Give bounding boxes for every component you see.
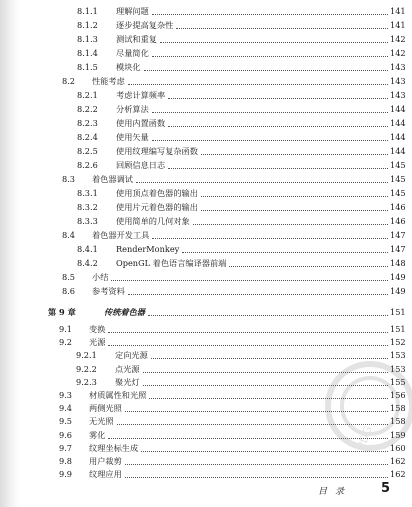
toc-entry: [0, 32, 412, 45]
page-number: 144: [390, 146, 406, 156]
section-title: 纹理坐标生成: [89, 442, 139, 453]
section-title: 测试和重复: [116, 34, 157, 44]
toc-entry: [0, 186, 412, 199]
dot-leader: [201, 210, 388, 211]
section-number: 8.2.1: [77, 90, 98, 100]
page-number: 145: [390, 160, 406, 170]
chapter-number: 第 9 章: [48, 307, 76, 317]
dot-leader: [144, 70, 388, 71]
section-title: OpenGL 着色语言编译器前端: [116, 258, 227, 268]
toc-entry: [0, 228, 412, 241]
dot-leader: [128, 294, 388, 295]
page-number: 144: [390, 104, 406, 114]
section-title: 尽量简化: [116, 48, 149, 58]
dot-leader: [201, 154, 388, 155]
section-title: 分析算法: [116, 104, 149, 114]
page-number: 159: [390, 429, 406, 440]
section-title: 回顾信息日志: [116, 160, 166, 170]
section-number: 8.4: [62, 230, 76, 240]
page-number: 141: [390, 20, 406, 30]
section-number: 8.3.3: [77, 216, 98, 226]
page-number: 155: [390, 376, 406, 387]
dot-leader: [143, 372, 388, 373]
toc-entry: [0, 388, 412, 401]
section-number: 9.5: [59, 416, 73, 427]
dot-leader: [143, 385, 388, 386]
dot-leader: [193, 224, 388, 225]
footer-page-number: 5: [381, 481, 391, 496]
toc-entry: [0, 102, 412, 115]
toc-chapter-heading: [0, 305, 412, 318]
dot-leader: [108, 438, 388, 439]
toc-entry: [0, 74, 412, 87]
section-number: 9.3: [59, 390, 73, 400]
section-title: 使用顶点着色器的输出: [116, 188, 198, 198]
toc-entry: [0, 362, 412, 375]
toc-entry: [0, 158, 412, 171]
page-number: 152: [390, 337, 406, 348]
section-title: 小结: [92, 272, 109, 282]
dot-leader: [136, 182, 388, 183]
toc-entry: [0, 130, 412, 143]
section-number: 8.5: [62, 272, 76, 282]
dot-leader: [125, 464, 388, 465]
toc-entry: [0, 214, 412, 227]
section-number: 8.1.4: [77, 48, 98, 58]
section-title: 两侧光照: [89, 403, 122, 414]
page-number: 158: [390, 403, 406, 414]
page-number: 147: [390, 230, 406, 240]
section-number: 9.7: [59, 442, 73, 453]
dot-leader: [182, 252, 388, 253]
chapter-title: 传统着色器: [104, 307, 145, 317]
page-number: 142: [390, 34, 406, 44]
section-number: 8.1.3: [77, 34, 98, 44]
dot-leader: [148, 315, 388, 316]
page-number: 148: [390, 258, 406, 268]
section-number: 9.6: [59, 429, 73, 440]
section-number: 8.2.3: [77, 118, 98, 128]
page-number: 143: [390, 90, 406, 100]
section-title: 纹理应用: [89, 469, 122, 480]
section-number: 9.2.3: [76, 376, 97, 387]
toc-entry: [0, 200, 412, 213]
page-footer: [0, 481, 412, 500]
dot-leader: [152, 56, 388, 57]
section-number: 9.2.2: [76, 363, 97, 374]
section-title: 材质属性和光照: [89, 390, 147, 400]
toc-entry: [0, 4, 412, 17]
section-number: 8.1.1: [77, 6, 98, 16]
toc-entry: [0, 88, 412, 101]
dot-leader: [160, 42, 388, 43]
page-number: 149: [390, 272, 406, 282]
page-number: 145: [390, 174, 406, 184]
page-number: 162: [390, 456, 406, 466]
section-title: 使用片元着色器的输出: [116, 202, 198, 212]
section-title: 考虑计算频率: [116, 90, 166, 100]
toc-entry: [0, 242, 412, 255]
section-number: 9.4: [59, 403, 73, 414]
section-number: 8.3.1: [77, 188, 98, 198]
dot-leader: [128, 84, 388, 85]
toc-entry: [0, 284, 412, 297]
dot-leader: [111, 280, 388, 281]
section-number: 9.9: [59, 469, 73, 480]
section-title: 性能考虑: [92, 76, 125, 86]
dot-leader: [176, 28, 388, 29]
page-number: 158: [390, 416, 406, 427]
section-number: 8.3: [62, 174, 76, 184]
section-title: 点光源: [115, 363, 140, 374]
dot-leader: [168, 126, 388, 127]
page-number: 153: [390, 363, 406, 374]
toc-entry: [0, 60, 412, 73]
page-number: 145: [390, 188, 406, 198]
section-number: 9.2.1: [76, 350, 97, 361]
section-number: 8.1.5: [77, 62, 98, 72]
section-number: 9.8: [59, 456, 73, 466]
dot-leader: [152, 14, 388, 15]
section-title: 无光照: [89, 416, 114, 427]
section-number: 8.3.2: [77, 202, 98, 212]
section-number: 8.4.2: [77, 258, 98, 268]
section-title: 使用矢量: [116, 132, 149, 142]
toc-entry: [0, 322, 412, 335]
section-title: 变换: [89, 324, 106, 334]
page-number: 156: [390, 390, 406, 400]
section-title: 理解问题: [116, 6, 149, 16]
toc-entry: [0, 414, 412, 427]
footer-label: 目录: [318, 487, 353, 497]
toc-entry: [0, 375, 412, 388]
page-number: 146: [390, 216, 406, 226]
section-title: 光源: [89, 337, 106, 348]
section-number: 8.2.6: [77, 160, 98, 170]
dot-leader: [152, 238, 388, 239]
dot-leader: [125, 411, 388, 412]
section-title: 使用纹理编写复杂函数: [116, 146, 198, 156]
toc-entry: [0, 441, 412, 454]
toc-entry: [0, 335, 412, 348]
page-number: 162: [390, 469, 406, 480]
toc-entry: [0, 401, 412, 414]
toc-entry: [0, 116, 412, 129]
toc-entry: [0, 348, 412, 361]
toc-entry: [0, 428, 412, 441]
page-number: 144: [390, 132, 406, 142]
toc-entry: [0, 172, 412, 185]
page-number: 143: [390, 62, 406, 72]
section-title: 雾化: [89, 429, 106, 440]
section-title: RenderMonkey: [116, 244, 180, 254]
section-number: 8.6: [62, 286, 76, 296]
dot-leader: [168, 98, 388, 99]
page-number: 144: [390, 118, 406, 128]
toc-entry: [0, 46, 412, 59]
section-title: 模块化: [116, 62, 141, 72]
section-title: 着色器调试: [92, 174, 133, 184]
page-number: 160: [390, 442, 406, 453]
toc-entry: [0, 270, 412, 283]
page-number: 143: [390, 76, 406, 86]
page-number: 151: [390, 307, 406, 317]
dot-leader: [152, 112, 388, 113]
dot-leader: [108, 332, 388, 333]
dot-leader: [201, 196, 388, 197]
section-number: 8.2.2: [77, 104, 98, 114]
page-number: 151: [390, 324, 406, 334]
section-number: 8.4.1: [77, 244, 98, 254]
page-number: 146: [390, 202, 406, 212]
section-number: 8.1.2: [77, 20, 98, 30]
dot-leader: [141, 451, 388, 452]
dot-leader: [229, 266, 388, 267]
section-number: 9.1: [59, 324, 73, 334]
watermark-text: PDG: [354, 424, 375, 452]
page-number: 142: [390, 48, 406, 58]
section-title: 参考资料: [92, 286, 125, 296]
section-title: 着色器开发工具: [92, 230, 150, 240]
dot-leader: [152, 140, 388, 141]
section-title: 逐步提高复杂性: [116, 20, 174, 30]
toc-entry: [0, 454, 412, 467]
toc-entry: [0, 144, 412, 157]
page-number: 141: [390, 6, 406, 16]
section-number: 8.2: [62, 76, 76, 86]
section-title: 定向光源: [115, 350, 148, 361]
dot-leader: [149, 398, 388, 399]
section-title: 使用内置函数: [116, 118, 166, 128]
page-number: 153: [390, 350, 406, 361]
dot-leader: [108, 345, 388, 346]
section-title: 用户裁剪: [89, 456, 122, 466]
section-number: 8.2.4: [77, 132, 98, 142]
toc-entry: [0, 256, 412, 269]
dot-leader: [168, 168, 388, 169]
section-number: 8.2.5: [77, 146, 98, 156]
toc-entry: [0, 18, 412, 31]
dot-leader: [151, 358, 388, 359]
section-title: 使用简单的几何对象: [116, 216, 190, 226]
section-title: 聚光灯: [115, 376, 140, 387]
dot-leader: [117, 424, 388, 425]
section-number: 9.2: [59, 337, 73, 348]
page-number: 149: [390, 286, 406, 296]
page-number: 147: [390, 244, 406, 254]
